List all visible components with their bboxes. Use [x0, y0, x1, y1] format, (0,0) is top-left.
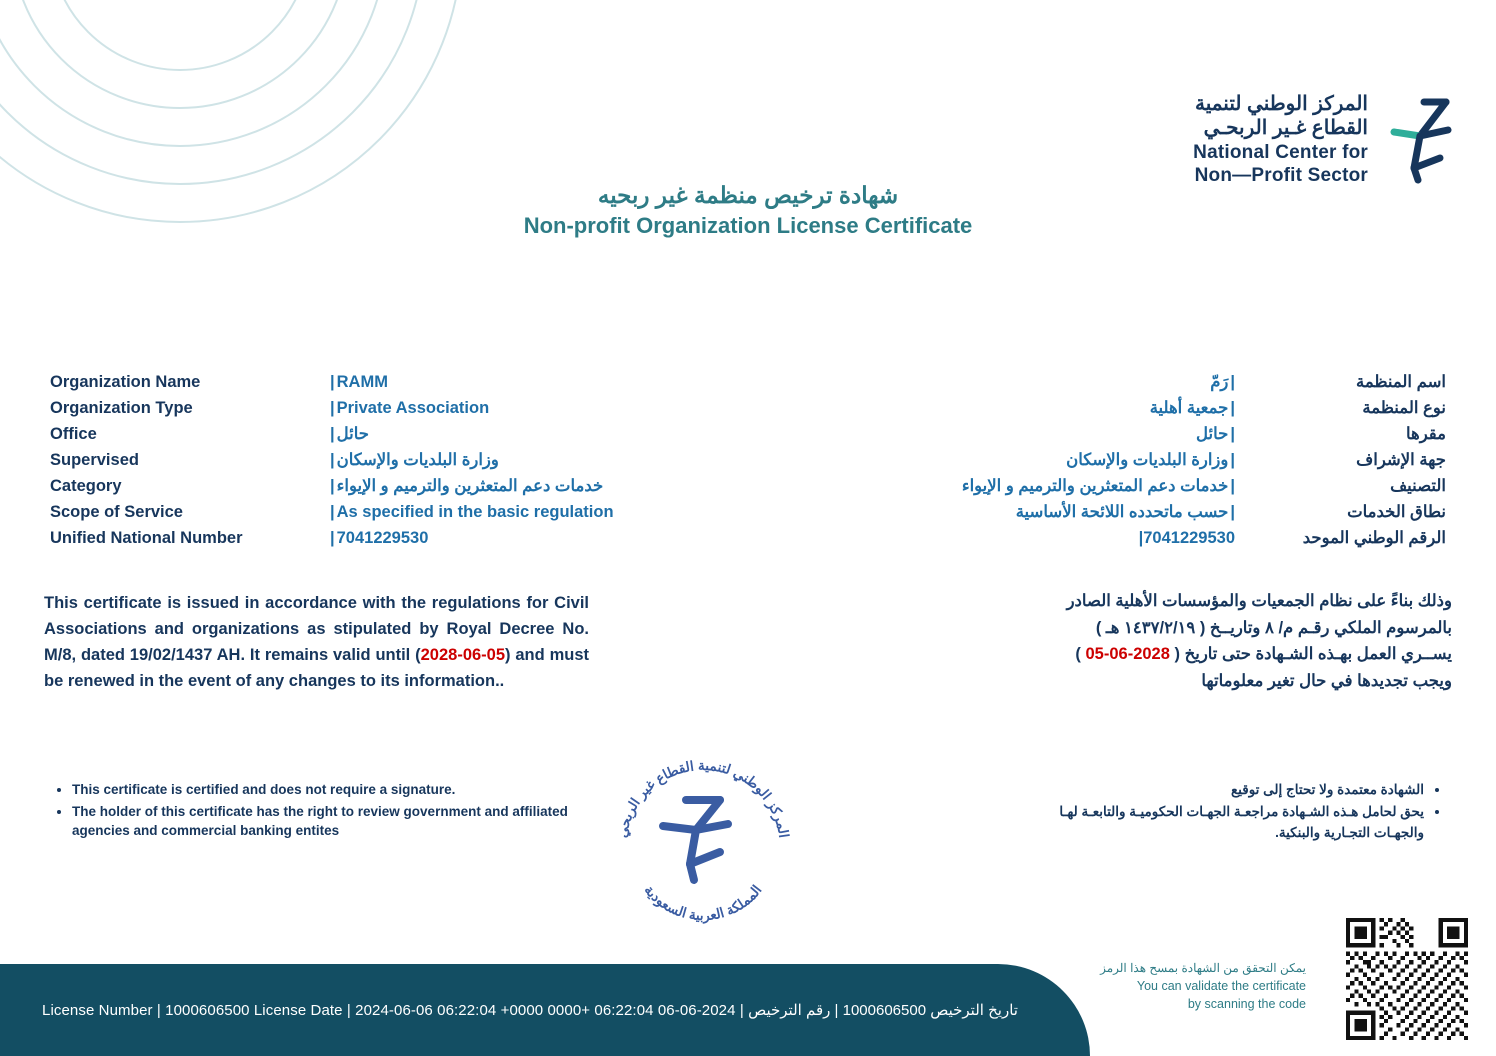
value-scope-of-service-ar: | حسب ماتحدده اللائحة الأساسية: [760, 502, 1241, 522]
label-supervised-ar: جهة الإشراف: [1356, 451, 1446, 469]
legal-paragraph-english-part2: ) and must be renewed in the event of any changes to its information..: [44, 646, 589, 691]
label-office-en: Office: [50, 425, 97, 443]
ncnp-logo-mark-icon: [1384, 96, 1456, 184]
table-row: [50, 450, 1446, 476]
value-organization-name-en: | RAMM: [330, 373, 760, 392]
legal-paragraph-arabic-line3: [907, 641, 1452, 668]
organization-info-table: [50, 372, 1446, 554]
list-item: • This certificate is certified and does not require a signature.: [72, 780, 595, 800]
expiry-date-arabic: 05-06-2028: [1085, 645, 1170, 664]
value-unified-national-number-ar: | 7041229530: [760, 529, 1241, 548]
expiry-date-english: 2028-06-05: [420, 646, 506, 665]
validate-note-english-line1: You can validate the certificate: [1136, 978, 1306, 993]
value-unified-national-number-en: | 7041229530: [330, 529, 760, 548]
label-category-en: Category: [50, 477, 122, 495]
validate-note-english-line2: by scanning the code: [1187, 997, 1306, 1012]
notes-arabic: [1026, 780, 1446, 845]
validate-note-arabic: يمكن التحقق من الشهادة بمسح هذا الرمز: [1100, 960, 1306, 975]
list-item: • The holder of this certificate has the right to review government and affiliated agencies and commercial banking entites: [72, 802, 595, 841]
ncnp-logo: [1193, 92, 1456, 187]
list-item: • يحق لحامل هـذه الشـهادة مراجعـة الجهـات الحكوميـة والتابعـة لهـا والجهـات التجـارية والبنكية.: [1026, 802, 1424, 843]
label-unified-national-number-en: Unified National Number: [50, 529, 243, 547]
table-row: [50, 398, 1446, 424]
logo-arabic-line1: المركز الوطني لتنمية: [1194, 93, 1368, 115]
value-scope-of-service-en: | As specified in the basic regulation: [330, 503, 760, 522]
label-organization-name-en: Organization Name: [50, 373, 201, 391]
value-category-ar: | خدمات دعم المتعثرين والترميم و الإيواء: [760, 476, 1241, 496]
value-organization-type-en: | Private Association: [330, 399, 760, 418]
label-office-ar: مقرها: [1405, 425, 1446, 443]
legal-paragraph-arabic: [907, 588, 1452, 695]
title-arabic: شهادة ترخيص منظمة غير ربحيه: [597, 182, 899, 208]
legal-paragraph-english: [44, 590, 589, 694]
label-supervised-en: Supervised: [50, 451, 139, 469]
official-seal-icon: [608, 752, 798, 927]
label-organization-type-en: Organization Type: [50, 399, 193, 417]
table-row: [50, 424, 1446, 450]
svg-text:المملكة العربية السعودية: المملكة العربية السعودية: [641, 882, 765, 924]
label-unified-national-number-ar: الرقم الوطني الموحد: [1302, 529, 1446, 547]
table-row: [50, 528, 1446, 554]
label-organization-name-ar: اسم المنظمة: [1355, 373, 1446, 391]
logo-text: [1193, 92, 1368, 187]
table-row: [50, 502, 1446, 528]
value-office-ar: | حائل: [760, 424, 1241, 444]
list-item: • الشهادة معتمدة ولا تحتاج إلى توقيع: [1026, 780, 1424, 800]
legal-paragraph-arabic-line1: وذلك بناءً على نظام الجمعيات والمؤسسات الأهلية الصادر: [1066, 592, 1452, 610]
legal-paragraph-arabic-line4: ويجب تجديدها في حال تغير معلوماتها: [1201, 672, 1452, 691]
legal-paragraph-english-part1: This certificate is issued in accordance with the regulations for Civil Associations and organizations as stipulated by Royal Decree No. M/8, dated 19/02/1437 AH. It remains valid until (: [44, 594, 589, 665]
logo-english-line1: National Center for: [1193, 141, 1368, 163]
label-scope-of-service-en: Scope of Service: [50, 503, 183, 521]
svg-text:المركز الوطني لتنمية القطاع غي: المركز الوطني لتنمية القطاع غير الربحي: [614, 757, 792, 839]
value-office-en: | حائل: [330, 424, 760, 444]
certificate-title: [0, 182, 1496, 239]
value-organization-name-ar: | رَمّ: [760, 372, 1241, 392]
value-category-en: | خدمات دعم المتعثرين والترميم و الإيواء: [330, 476, 760, 496]
legal-paragraph-arabic-line2: بالمرسوم الملكي رقـم م/ ٨ وتاريــخ ( ١٤٣٧/٢/١٩ هـ ): [1095, 618, 1452, 637]
footer-license-line: License Number | 1000606500 License Date | 2024-06-06 06:22:04 +0000 0000+ 06:22:04 06-06-2024 | تاريخ الترخيص 1000606500 | رقم الترخيص: [42, 1002, 1018, 1019]
legal-paragraph-arabic-line3-post: ): [1075, 645, 1086, 664]
label-organization-type-ar: نوع المنظمة: [1362, 399, 1446, 417]
label-category-ar: التصنيف: [1390, 477, 1446, 495]
label-scope-of-service-ar: نطاق الخدمات: [1347, 503, 1446, 521]
value-supervised-en: | وزارة البلديات والإسكان: [330, 450, 760, 470]
table-row: [50, 372, 1446, 398]
qr-code[interactable]: [1346, 918, 1468, 1040]
value-organization-type-ar: | جمعية أهلية: [760, 398, 1241, 418]
legal-paragraph-arabic-line3-pre: يســري العمل بهـذه الشـهادة حتى تاريخ (: [1169, 645, 1452, 664]
value-supervised-ar: | وزارة البلديات والإسكان: [760, 450, 1241, 470]
logo-arabic-line2: القطاع غـير الربحـي: [1203, 117, 1368, 140]
notes-english: [50, 780, 595, 843]
logo-english-line2: Non—Profit Sector: [1194, 164, 1368, 186]
table-row: [50, 476, 1446, 502]
validate-note: [1100, 959, 1306, 1015]
title-english: Non-profit Organization License Certificate: [523, 213, 973, 238]
